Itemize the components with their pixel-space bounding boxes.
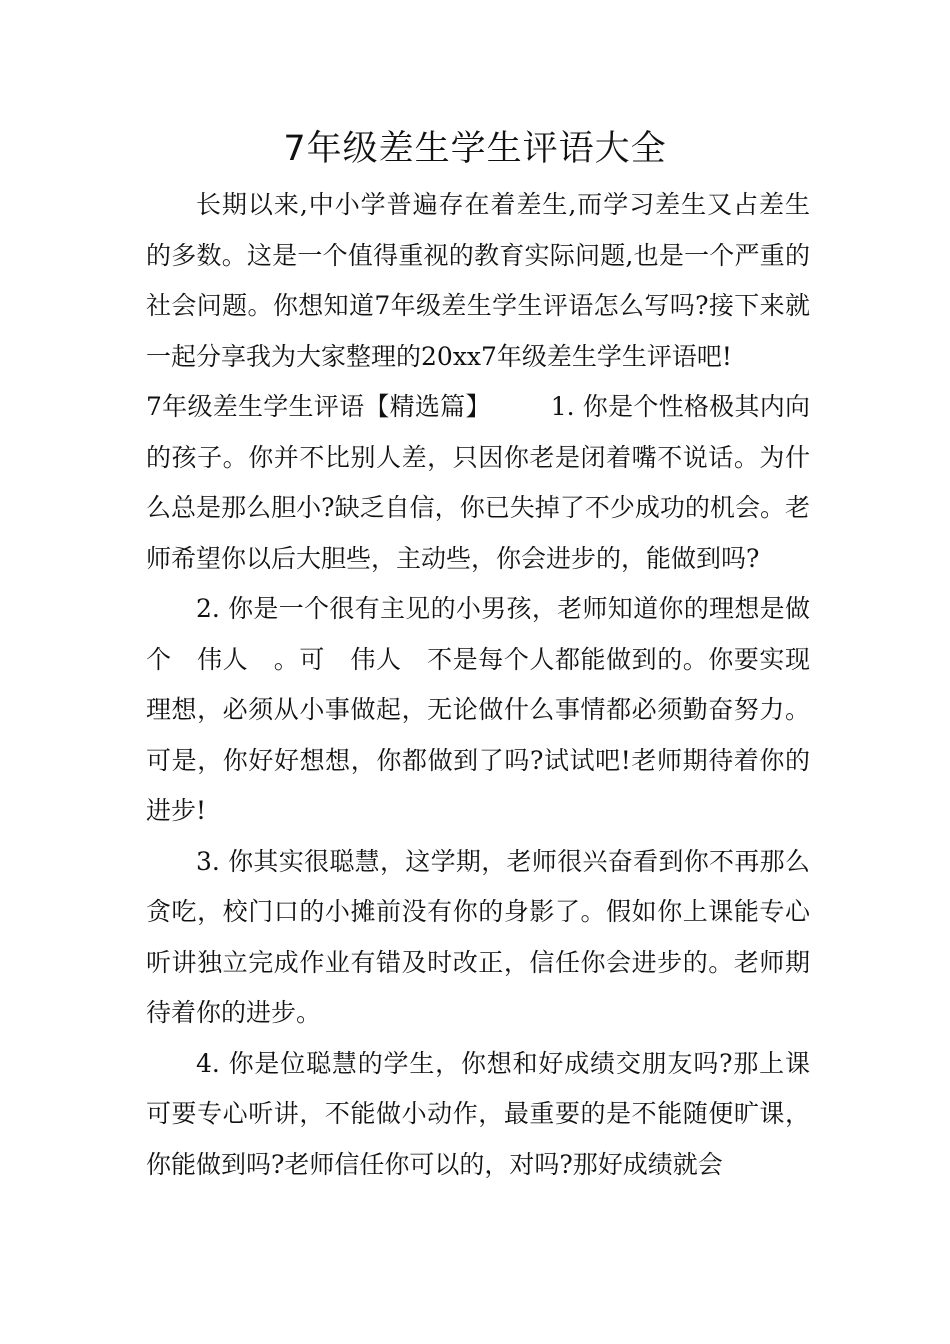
- item-3-paragraph: 3. 你其实很聪慧，这学期，老师很兴奋看到你不再那么贪吃，校门口的小摊前没有你的身影了。假如你上课能专心听讲独立完成作业有错及时改正，信任你会进步的。老师期待着你的进步。: [146, 846, 810, 1027]
- section-paragraph: [146, 382, 810, 584]
- section-heading: 7年级差生学生评语【精选篇】: [146, 392, 491, 421]
- item-1-text: 1. 你是个性格极其内向的孩子。你并不比别人差，只因你老是闭着嘴不说话。为什么总是那么胆小?缺乏自信，你已失掉了不少成功的机会。老师希望你以后大胆些，主动些，你会进步的，能做到吗?: [146, 392, 810, 573]
- document-title: 7年级差生学生评语大全: [283, 129, 667, 169]
- item-2-paragraph: 2. 你是一个很有主见的小男孩，老师知道你的理想是做个 伟人 。可 伟人 不是每个人都能做到的。你要实现理想，必须从小事做起，无论做什么事情都必须勤奋努力。可是，你好好想想，你都做到了吗?试试吧!老师期待着你的进步!: [146, 594, 810, 825]
- item-4-paragraph: 4. 你是位聪慧的学生，你想和好成绩交朋友吗?那上课可要专心听讲，不能做小动作，最重要的是不能随便旷课，你能做到吗?老师信任你可以的，对吗?那好成绩就会: [146, 1048, 810, 1179]
- document-body: [146, 180, 810, 1190]
- intro-paragraph: 长期以来,中小学普遍存在着差生,而学习差生又占差生的多数。这是一个值得重视的教育实际问题,也是一个严重的社会问题。你想知道7年级差生学生评语怎么写吗?接下来就一起分享我为大家整理的20xx7年级差生学生评语吧!: [146, 190, 810, 371]
